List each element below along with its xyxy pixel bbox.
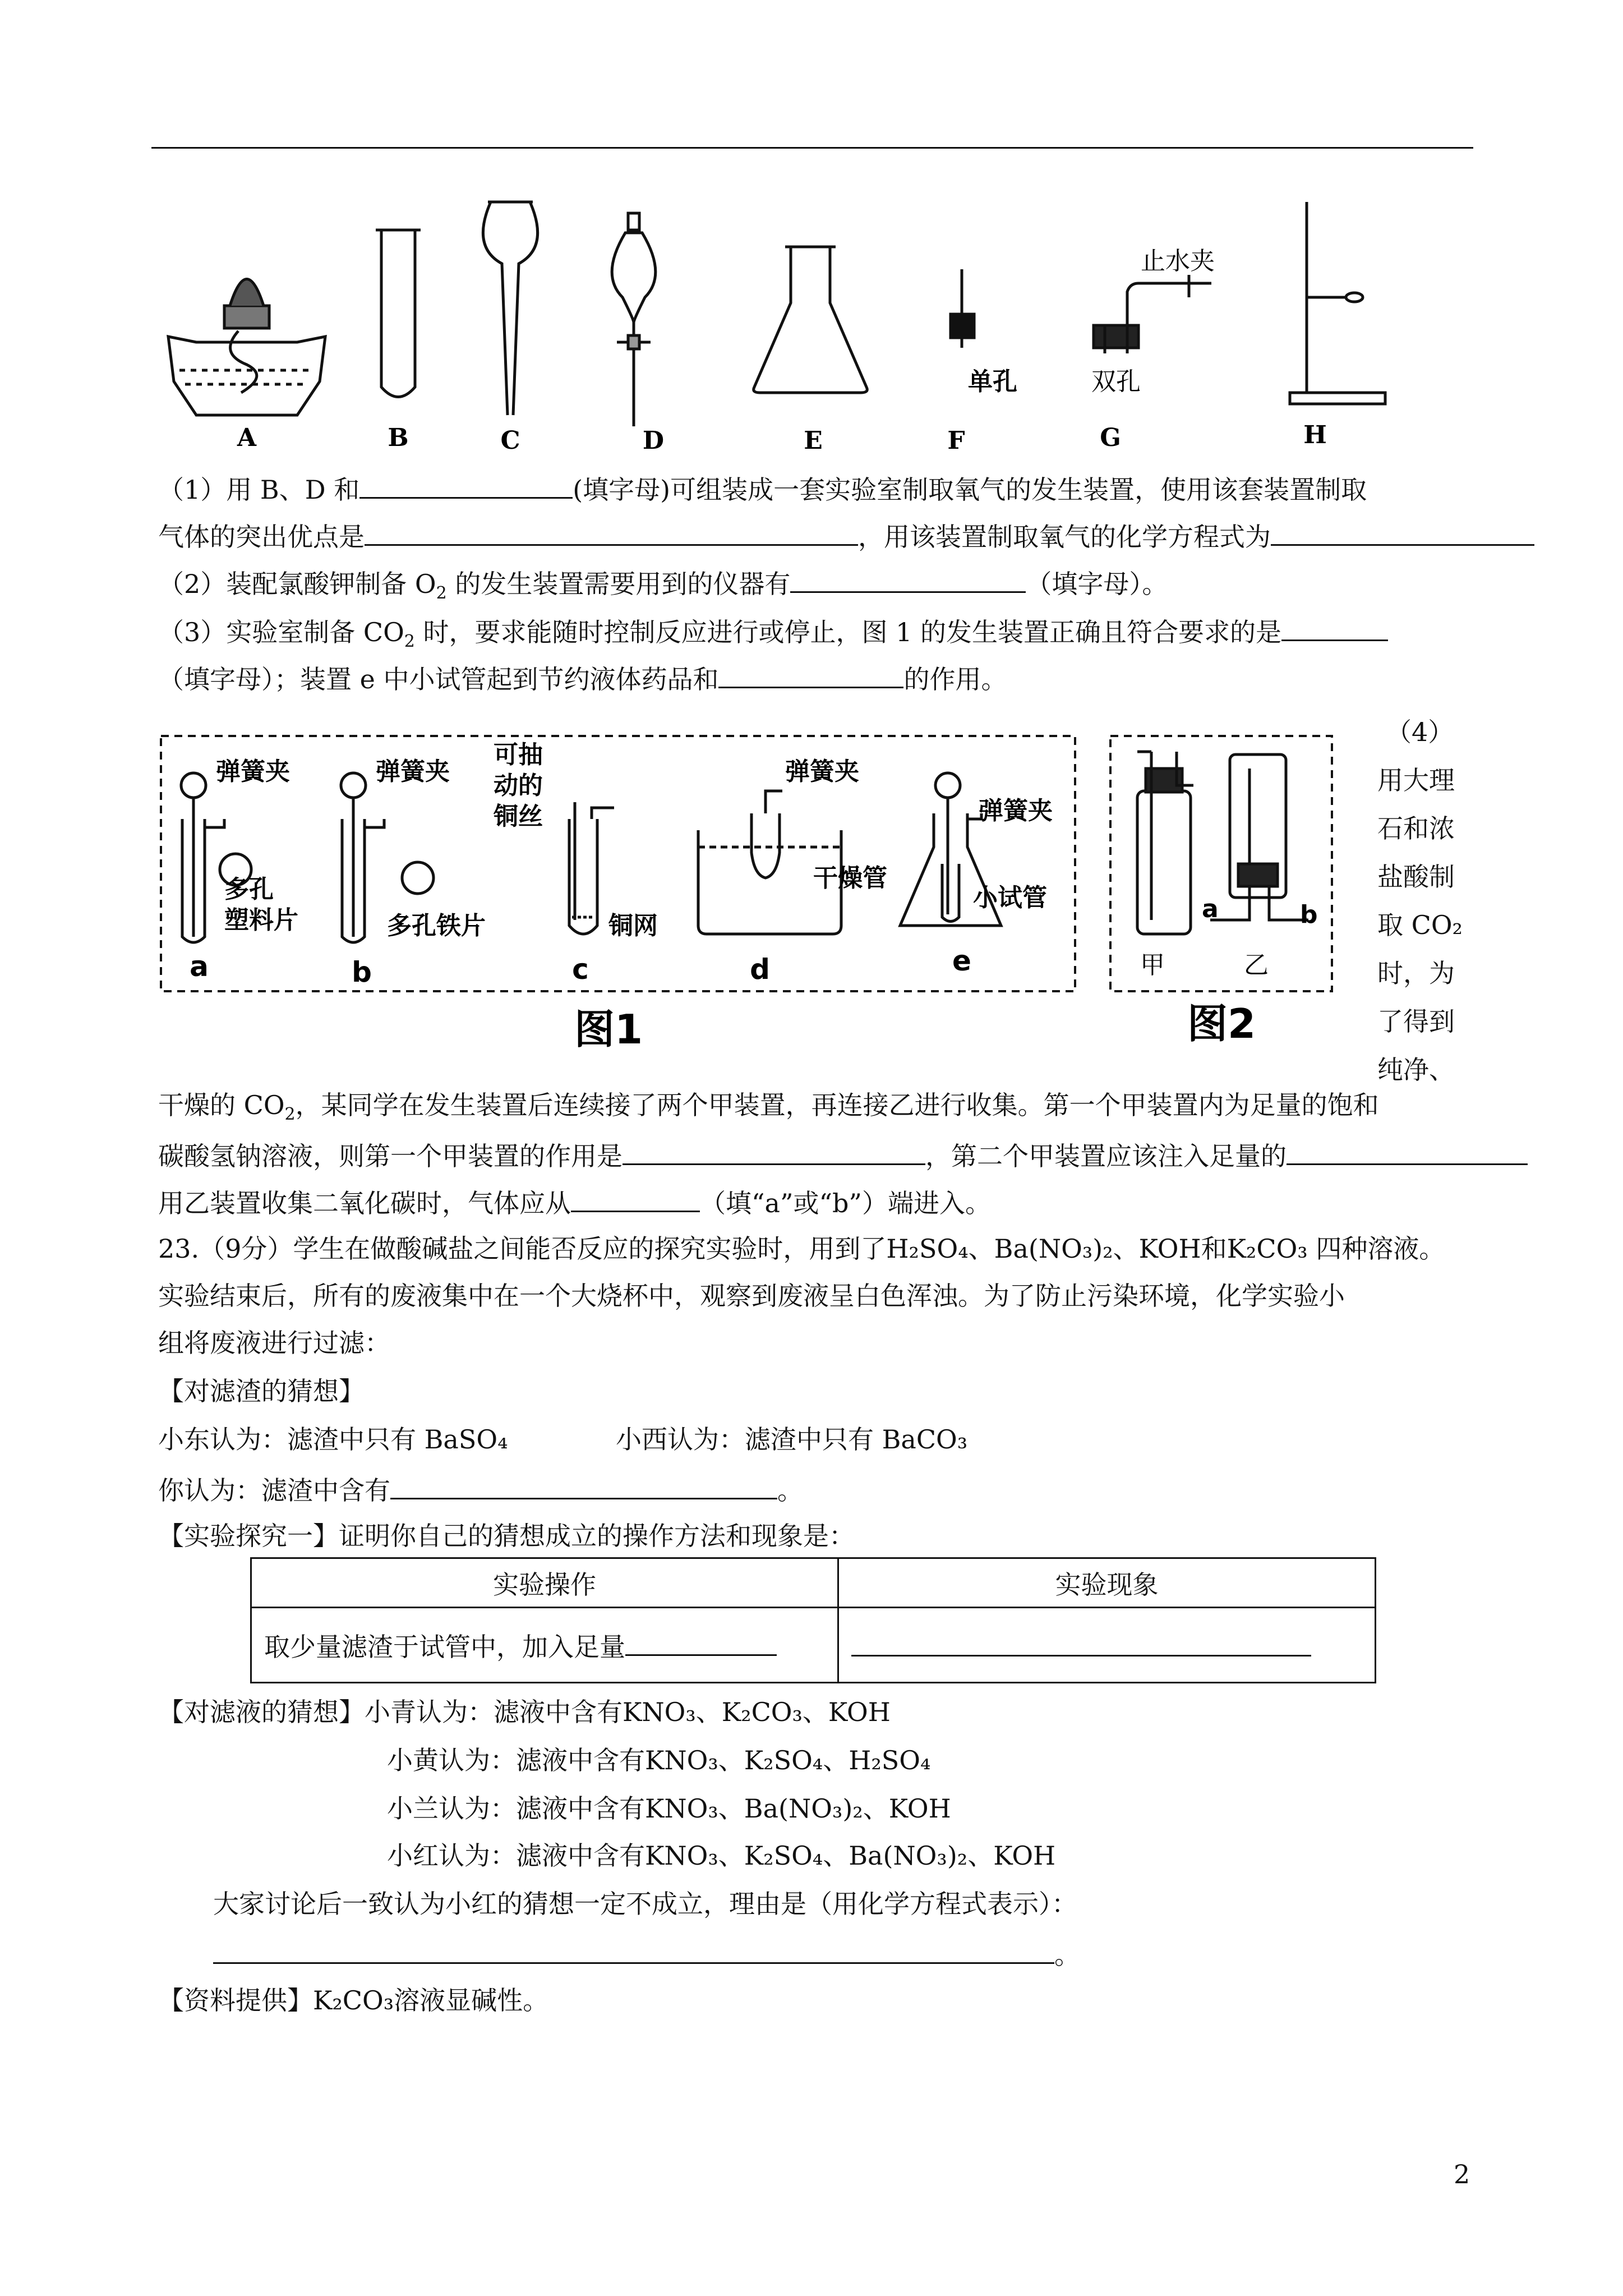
- q3-line1: （3）实验室制备 $CO_2$ 时，要求能随时控制反应进行或停止，图 1 的发生装置正确且符合要求的是: [158, 613, 1388, 659]
- q23-filtrate-guess-4: 小红认为：滤液中含有KNO₃、K₂SO₄、Ba(NO₃)₂、KOH: [387, 1841, 1056, 1871]
- q23-xiaoxi: 小西认为：滤渣中只有 BaCO₃: [616, 1424, 968, 1455]
- q23-discussion: 大家讨论后一致认为小红的猜想一定不成立，理由是（用化学方程式表示）：: [213, 1889, 1077, 1919]
- table-header-phenomenon: 实验现象: [838, 1558, 1376, 1608]
- single-hole-label: 单孔: [968, 367, 1017, 396]
- fig1-caption: 图1: [574, 1006, 643, 1053]
- fig1-clamp-e: 弹簧夹: [979, 797, 1053, 825]
- table-op-blank[interactable]: [625, 1627, 777, 1656]
- fig1-letter-e: e: [952, 945, 971, 977]
- letter-B: B: [388, 424, 409, 452]
- apparatus-figure: [151, 191, 1419, 460]
- q23-line2: 实验结束后，所有的废液集中在一个大烧杯中，观察到废液呈白色浑浊。为了防止污染环境，化学实验小: [158, 1281, 1345, 1311]
- fig1-d-tube: 干燥管: [813, 864, 887, 892]
- q1-blank-2[interactable]: [365, 517, 858, 546]
- letter-A: A: [237, 424, 257, 452]
- letter-H: H: [1303, 421, 1327, 449]
- double-hole-label: 双孔: [1091, 367, 1141, 396]
- fig1-letter-a: a: [190, 950, 209, 983]
- q4-line1: 干燥的 $CO_2$，某同学在发生装置后连续接了两个甲装置，再连接乙进行收集。第一个甲装置内为足量的饱和: [158, 1090, 1379, 1124]
- q23-heading-residue: 【对滤渣的猜想】: [158, 1376, 365, 1406]
- long-neck-funnel-icon: [483, 202, 537, 415]
- q2-line: （2）装配氯酸钾制备 $O_2$ 的发生装置需要用到的仪器有 （填字母）。: [158, 564, 1168, 610]
- figure-2: [1109, 735, 1334, 1060]
- q23-equation-blank[interactable]: [213, 1935, 1054, 1964]
- table-cell-phenomenon: [838, 1608, 1376, 1683]
- q23-line3: 组将废液进行过滤：: [158, 1328, 390, 1358]
- q4-line3: 用乙装置收集二氧化碳时，气体应从 （填“a”或“b”）端进入。: [158, 1184, 991, 1220]
- test-tube-icon: [376, 230, 421, 397]
- q23-xiaodong: 小东认为：滤渣中只有 BaSO₄: [158, 1424, 508, 1455]
- q3-blank-2[interactable]: [718, 660, 903, 688]
- fig2-caption: 图2: [1187, 1000, 1256, 1047]
- fig1-a-label-1: 多孔: [224, 875, 274, 904]
- page-number: 2: [1454, 2159, 1470, 2189]
- fig1-b-label: 多孔铁片: [387, 912, 486, 940]
- q23-line1: 23.（9分）学生在做酸碱盐之间能否反应的探究实验时，用到了H₂SO₄、Ba(NO₃)₂、KOH和K₂CO₃ 四种溶液。: [158, 1234, 1445, 1264]
- alcohol-lamp-icon: [168, 279, 325, 416]
- fig1-letter-d: d: [750, 953, 770, 986]
- q23-filtrate-guess-2: 小黄认为：滤液中含有KNO₃、K₂SO₄、H₂SO₄: [387, 1745, 931, 1775]
- q4-blank-1[interactable]: [623, 1137, 925, 1165]
- iron-stand-icon: [1290, 202, 1385, 404]
- fig1-clamp-b: 弹簧夹: [376, 757, 450, 786]
- q1-blank-3[interactable]: [1271, 517, 1534, 546]
- q23-your-guess: 你认为：滤渣中含有 。: [158, 1471, 803, 1507]
- conical-flask-icon: [754, 247, 868, 393]
- letter-D: D: [642, 426, 665, 455]
- fig1-letter-b: b: [352, 956, 372, 988]
- fig1-letter-c: c: [572, 953, 589, 986]
- q23-guess-blank[interactable]: [390, 1471, 777, 1499]
- q23-info: 【资料提供】K₂CO₃溶液显碱性。: [158, 1985, 549, 2016]
- fig2-port-b: b: [1300, 900, 1318, 929]
- q3-blank-1[interactable]: [1281, 613, 1388, 641]
- single-hole-stopper-icon: [951, 269, 974, 348]
- q1-line1: （1）用 B、D 和 (填字母)可组装成一套实验室制取氧气的发生装置，使用该套装置制取: [158, 470, 1367, 507]
- q23-equation-line: 。: [213, 1935, 1080, 1972]
- double-hole-stopper-icon: [1094, 275, 1211, 353]
- letter-E: E: [804, 426, 823, 455]
- q23-filtrate-guess-3: 小兰认为：滤液中含有KNO₃、Ba(NO₃)₂、KOH: [387, 1793, 951, 1824]
- separatory-funnel-icon: [612, 213, 656, 426]
- q2-blank[interactable]: [790, 564, 1026, 593]
- fig2-jia: 甲: [1140, 951, 1165, 979]
- fig1-e-tube: 小试管: [973, 884, 1047, 912]
- experiment-table: [250, 1557, 1376, 1683]
- fig2-port-a: a: [1202, 895, 1219, 923]
- q23-filtrate-guess-1: 【对滤液的猜想】小青认为：滤液中含有KNO₃、K₂CO₃、KOH: [158, 1697, 891, 1727]
- fig1-c-wire-2: 动的: [494, 771, 543, 800]
- fig1-c-wire-1: 可抽: [494, 740, 543, 769]
- q4-blank-3[interactable]: [571, 1184, 700, 1212]
- letter-C: C: [500, 426, 520, 455]
- fig2-yi: 乙: [1244, 951, 1269, 979]
- table-phenomenon-blank[interactable]: [851, 1628, 1311, 1657]
- q4-line2: 碳酸氢钠溶液，则第一个甲装置的作用是 ，第二个甲装置应该注入足量的: [158, 1137, 1528, 1173]
- table-header-operation: 实验操作: [251, 1558, 838, 1608]
- q4-side-column: （4） 用大理 石和浓 盐酸制 取 CO₂ 时，为 了得到 纯净、: [1377, 717, 1463, 1085]
- fig1-c-mesh: 铜网: [608, 912, 658, 940]
- figure-1: [160, 735, 1080, 1060]
- q23-heading-explore: 【实验探究一】证明你自己的猜想成立的操作方法和现象是：: [158, 1521, 855, 1551]
- header-rule: [151, 147, 1473, 149]
- fig1-clamp-d: 弹簧夹: [785, 757, 859, 786]
- fig1-clamp-a: 弹簧夹: [216, 757, 290, 786]
- letter-G: G: [1100, 424, 1121, 452]
- q3-line2: （填字母）；装置 e 中小试管起到节约液体药品和 的作用。: [158, 660, 1007, 696]
- fig1-c-wire-3: 铜丝: [494, 802, 543, 831]
- q1-line2: 气体的突出优点是 ，用该装置制取氧气的化学方程式为: [158, 517, 1534, 554]
- clamp-label: 止水夹: [1141, 247, 1215, 275]
- q4-blank-2[interactable]: [1287, 1137, 1528, 1165]
- letter-F: F: [947, 426, 965, 455]
- q1-blank-1[interactable]: [359, 470, 573, 499]
- table-cell-operation: 取少量滤渣于试管中，加入足量: [251, 1608, 838, 1683]
- fig1-a-label-2: 塑料片: [224, 906, 298, 935]
